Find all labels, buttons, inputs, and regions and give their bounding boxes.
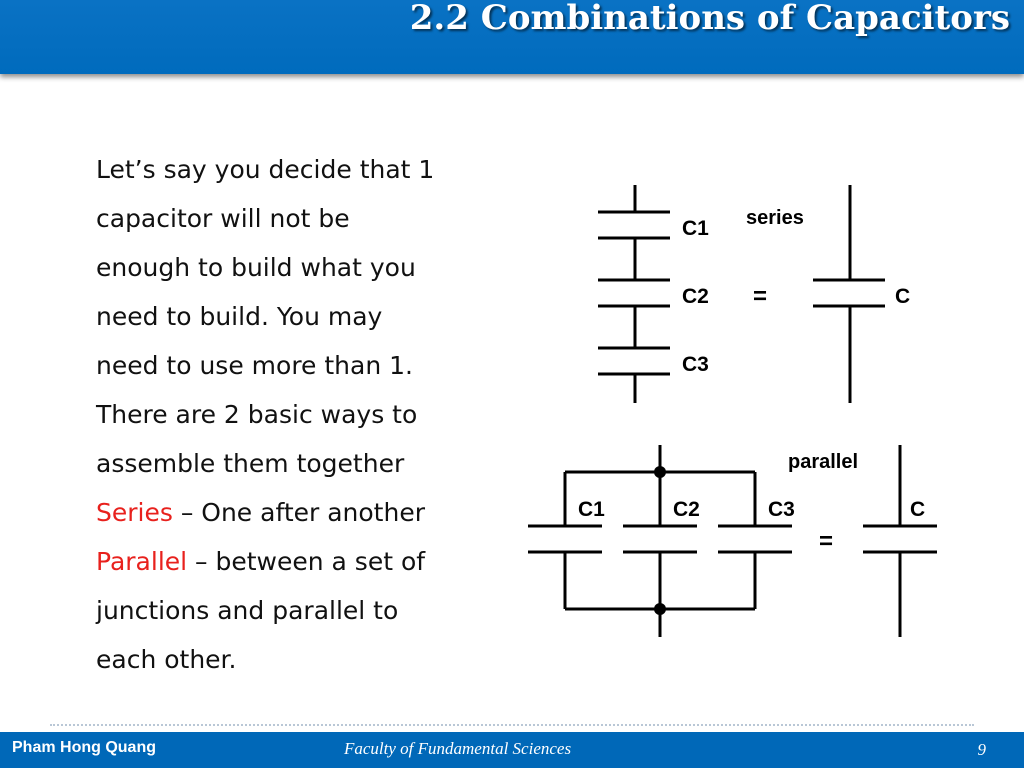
parallel-line [96, 537, 476, 586]
series-equals: = [753, 283, 768, 310]
parallel-label-c1: C1 [578, 498, 605, 521]
series-line [96, 488, 476, 537]
body-line: need to build. You may [96, 302, 383, 331]
series-title: series [746, 207, 804, 229]
parallel-circuit [528, 445, 937, 637]
body-line: assemble them together [96, 449, 405, 478]
body-text [96, 145, 476, 684]
series-circuit [598, 185, 885, 403]
slide-title: 2.2 Combinations of Capacitors [409, 0, 1010, 38]
body-line: capacitor will not be [96, 204, 350, 233]
parallel-term: Parallel [96, 547, 188, 576]
page-number: 9 [977, 740, 986, 759]
author-name: Pham Hong Quang [12, 739, 156, 756]
series-label-c1: C1 [682, 217, 709, 240]
footer-divider [50, 724, 974, 726]
parallel-equals: = [819, 528, 834, 555]
body-line: There are 2 basic ways to [96, 400, 418, 429]
body-line: Let’s say you decide that 1 [96, 155, 435, 184]
series-term: Series [96, 498, 173, 527]
series-description: – One after another [172, 498, 425, 527]
parallel-label-c3: C3 [768, 498, 795, 521]
parallel-title: parallel [788, 451, 859, 473]
body-line: need to use more than 1. [96, 351, 413, 380]
junction-top [654, 466, 666, 478]
parallel-label-c: C [910, 498, 926, 521]
junction-bottom [654, 603, 666, 615]
series-label-c2: C2 [682, 285, 709, 308]
parallel-description: – between a set of [187, 547, 426, 576]
faculty-name: Faculty of Fundamental Sciences [344, 739, 572, 758]
series-label-c: C [895, 285, 911, 308]
series-label-c3: C3 [682, 353, 709, 376]
footer-bar [0, 732, 1024, 768]
title-bar [0, 0, 1024, 74]
body-line: enough to build what you [96, 253, 416, 282]
capacitor-combinations-diagram [520, 175, 940, 645]
parallel-label-c2: C2 [673, 498, 700, 521]
body-line: each other. [96, 645, 237, 674]
body-line: junctions and parallel to [96, 596, 399, 625]
